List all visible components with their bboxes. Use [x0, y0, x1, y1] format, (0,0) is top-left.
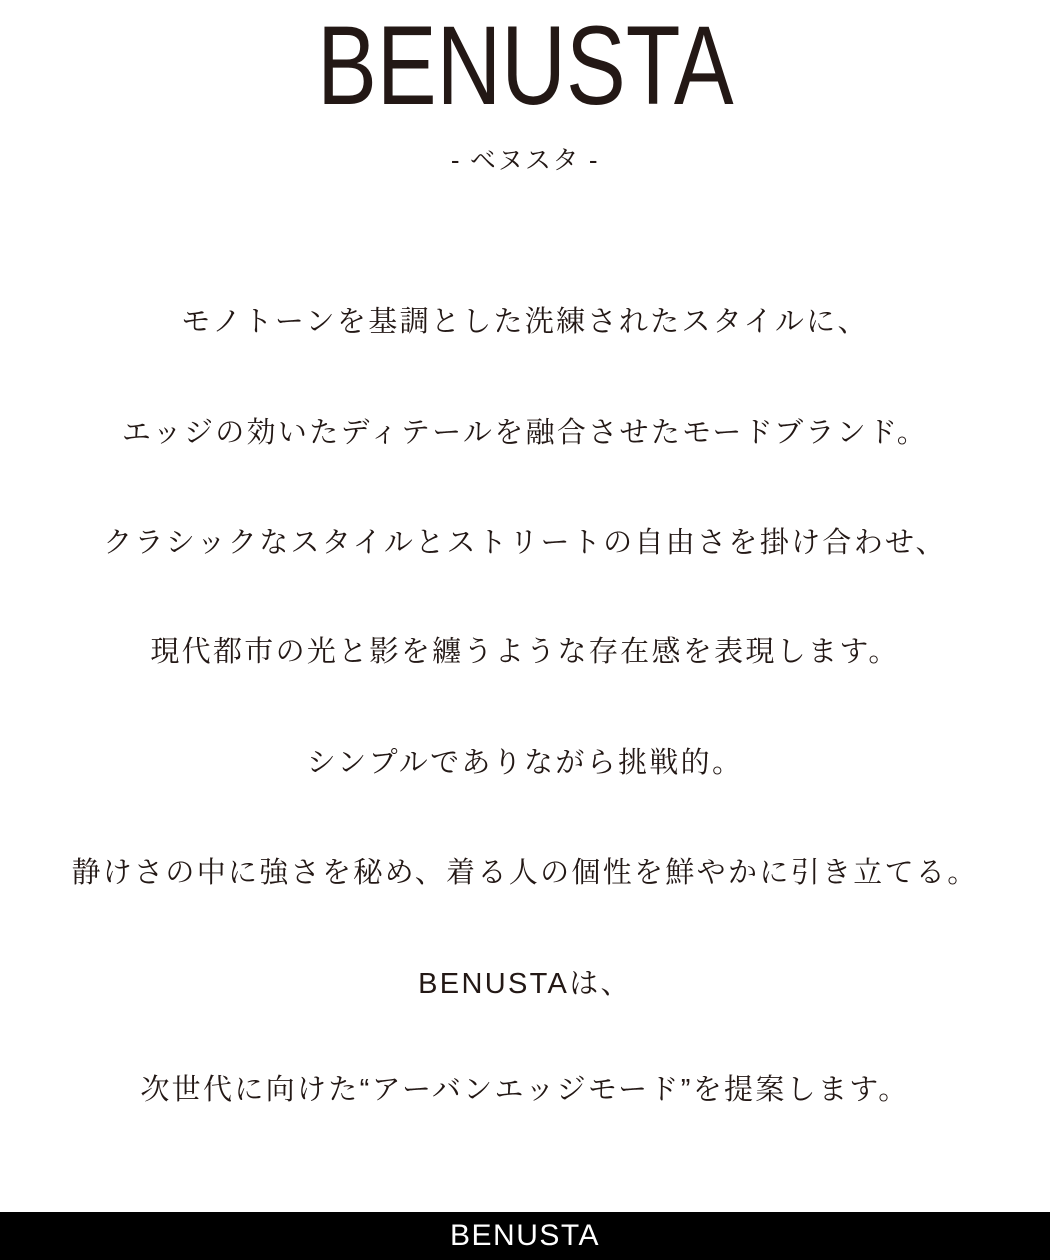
brand-logo: [0, 3, 1050, 128]
brand-logo-reading: - ベヌスタ -: [450, 145, 600, 175]
statement-line-1: モノトーンを基調とした洗練されたスタイルに、: [181, 306, 869, 338]
statement-line-8: 次世代に向けた“アーバンエッジモード”を提案します。: [140, 1074, 910, 1106]
statement-line-2: エッジの効いたディテールを融合させたモードブランド。: [121, 417, 929, 449]
statement-line-3: クラシックなスタイルとストリートの自由さを掛け合わせ、: [103, 527, 947, 559]
statement-line-7: BENUSTAは、: [418, 968, 632, 1000]
footer-brand-label: BENUSTA: [450, 1219, 600, 1252]
footer-bar: [0, 1212, 1050, 1260]
brand-logo-text: BENUSTA: [316, 3, 734, 128]
statement-line-5: シンプルでありながら挑戦的。: [306, 747, 744, 779]
statement-line-6: 静けさの中に強さを秘め、着る人の個性を鮮やかに引き立てる。: [71, 857, 979, 889]
statement-line-4: 現代都市の光と影を纏うような存在感を表現します。: [150, 636, 900, 668]
